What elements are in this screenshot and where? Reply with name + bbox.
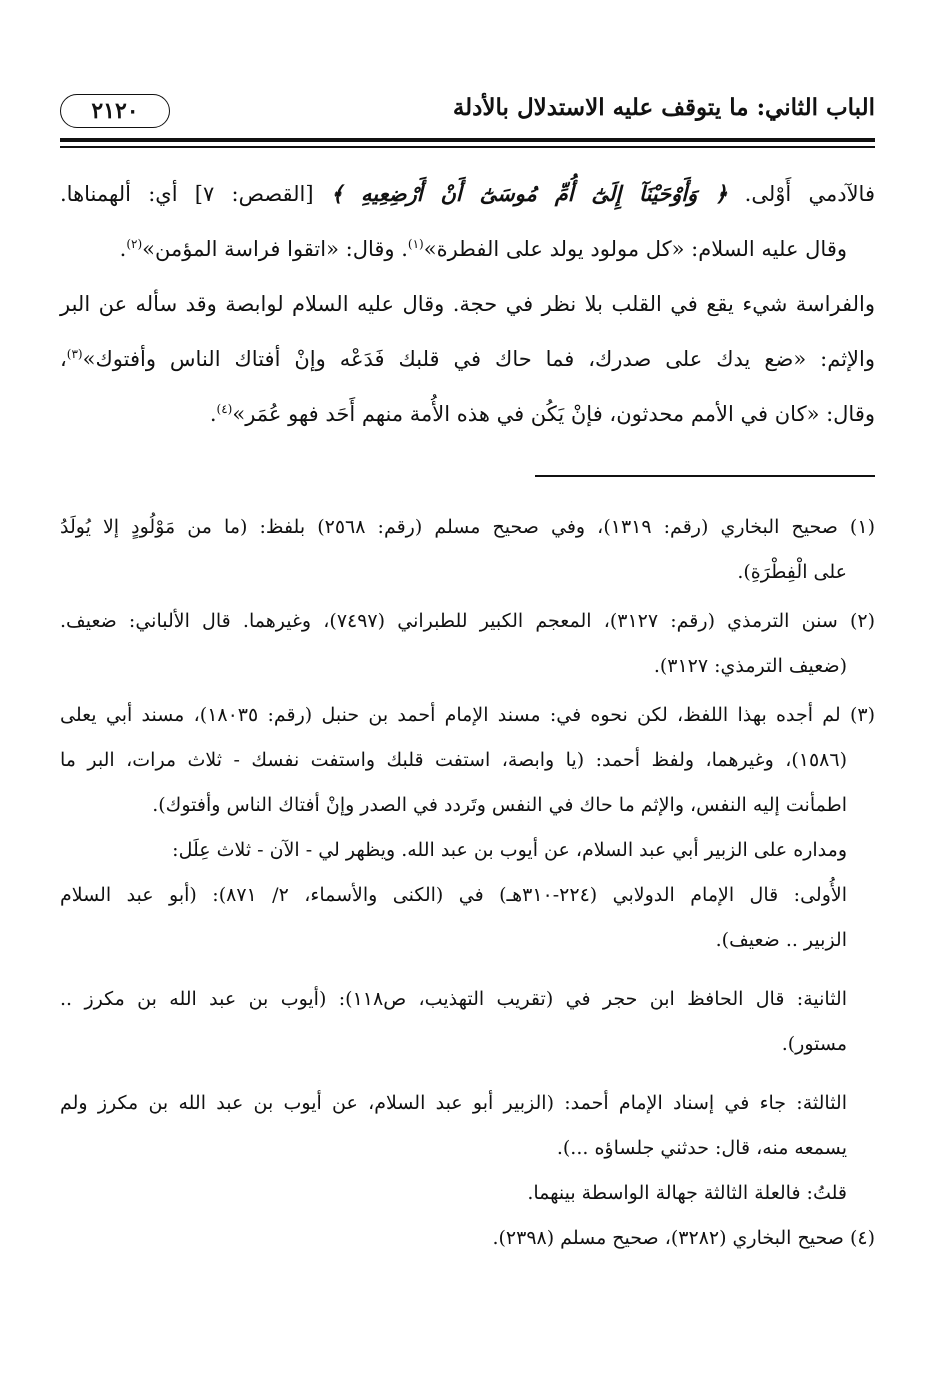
footnote-ref-1[interactable]: (١) [407, 237, 424, 251]
footnote-separator [535, 475, 875, 477]
text-line-3: والفراسة شيء يقع في القلب بلا نظر في حجة. وقال عليه السلام لوابصة وقد سأله عن البر [60, 292, 875, 316]
hadith-wabisa: والإثم: «ضع يدك على صدرك، فما حاك في قلبك فَدَعْه وإنْ أفتاك الناس وأفتوك» [82, 347, 875, 371]
header-rule-thin [60, 146, 875, 148]
footnote-3-line-11: قلتُ: فالعلة الثالثة جهالة الواسطة بينهما. [527, 1182, 847, 1204]
footnote-3-line-4: ومداره على الزبير أبي عبد السلام، عن أيوب بن عبد الله. ويظهر لي - الآن - ثلاث عِلَل: [172, 839, 847, 861]
footnote-3-line-7: الثانية: قال الحافظ ابن حجر في (تقريب التهذيب، ص١١٨): (أيوب بن عبد الله بن مكرز .. [60, 988, 847, 1010]
footnote-1-line-1: (١) صحيح البخاري (رقم: ١٣١٩)، وفي صحيح مسلم (رقم: ٢٥٦٨) بلفظ: (ما من مَوْلُودٍ إلا يُولَدُ [60, 516, 875, 538]
page-number: ٢١٢٠ [60, 94, 170, 128]
footnote-3-line-10: يسمعه منه، قال: حدثني جلساؤه ...). [556, 1137, 847, 1159]
footnote-1-line-2: على الْفِطْرَةِ). [737, 561, 847, 583]
text-line-5: وقال: «كان في الأمم محدثون، فإنْ يَكُن في هذه الأُمة منهم أَحَد فهو عُمَر»$^{(٤)}$. [209, 402, 875, 426]
main-text [60, 168, 875, 443]
p1-suffix: [القصص: ٧] أي: ألهمناها. [60, 182, 314, 206]
footnote-3-line-9: الثالثة: جاء في إسناد الإمام أحمد: (الزبير أبو عبد السلام، عن أيوب بن عبد الله بن مكرز ولم [60, 1092, 847, 1114]
footnote-ref-3[interactable]: (٣) [66, 347, 83, 361]
footnote-3-line-2: (١٥٨٦)، وغيرهما، ولفظ أحمد: (يا وابصة، استفت قلبك واستفت نفسك - ثلاث مرات، البر ما [60, 749, 847, 771]
running-title: الباب الثاني: ما يتوقف عليه الاستدلال بالأدلة [452, 94, 875, 121]
text-line-1 [60, 168, 875, 223]
header-rule-thick [60, 138, 875, 142]
footnote-3-line-6: الزبير .. ضعيف). [715, 929, 847, 951]
footnote-3-line-5: الأُولى: قال الإمام الدولابي (٢٢٤-٣١٠هـ) في (الكنى والأسماء، ٢/ ٨٧١): (أبو عبد السلام [60, 884, 847, 906]
footnote-3-line-1: (٣) لم أجده بهذا اللفظ، لكن نحوه في: مسند الإمام أحمد بن حنبل (رقم: ١٨٠٣٥)، مسند أبي يعلى [60, 704, 876, 726]
p1-prefix: فالآدمي أَوْلى. [744, 182, 875, 206]
hadith-muhaddathun: وقال: «كان في الأمم محدثون، فإنْ يَكُن في هذه الأُمة منهم أَحَد فهو عُمَر» [232, 402, 875, 426]
hadith-fitra: وقال عليه السلام: «كل مولود يولد على الفطرة» [423, 237, 847, 261]
footnote-2-line-2: (ضعيف الترمذي: ٣١٢٧). [653, 655, 847, 677]
footnote-3-line-8: مستور). [781, 1033, 847, 1055]
footnote-ref-2[interactable]: (٢) [126, 237, 143, 251]
footnote-ref-4[interactable]: (٤) [216, 402, 233, 416]
hadith-firasa: . وقال: «اتقوا فراسة المؤمن» [142, 237, 408, 261]
footnote-2-line-1: (٢) سنن الترمذي (رقم: ٣١٢٧)، المعجم الكبير للطبراني (٧٤٩٧)، وغيرهما. قال الألباني: ضعيف. [60, 610, 875, 632]
text-line-2: وقال عليه السلام: «كل مولود يولد على الفطرة»$^{(١)}$. وقال: «اتقوا فراسة المؤمن»$^{(٢)}$. [119, 237, 847, 261]
text-line-4: والإثم: «ضع يدك على صدرك، فما حاك في قلبك فَدَعْه وإنْ أفتاك الناس وأفتوك»$^{(٣)}$، [60, 347, 875, 371]
quran-verse: ﴿ وَأَوْحَيْنَآ إِلَىٰٓ أُمِّ مُوسَىٰٓ أَنْ أَرْضِعِيهِ ﴾ [330, 181, 728, 206]
footnote-3-line-3: اطمأنت إليه النفس، والإثم ما حاك في النفس وتَردد في الصدر وإنْ أفتاك الناس وأفتوك). [152, 794, 847, 816]
footnotes [60, 505, 875, 1261]
page-header [60, 92, 875, 134]
footnote-4-line-1: (٤) صحيح البخاري (٣٢٨٢)، صحيح مسلم (٢٣٩٨). [492, 1227, 875, 1249]
